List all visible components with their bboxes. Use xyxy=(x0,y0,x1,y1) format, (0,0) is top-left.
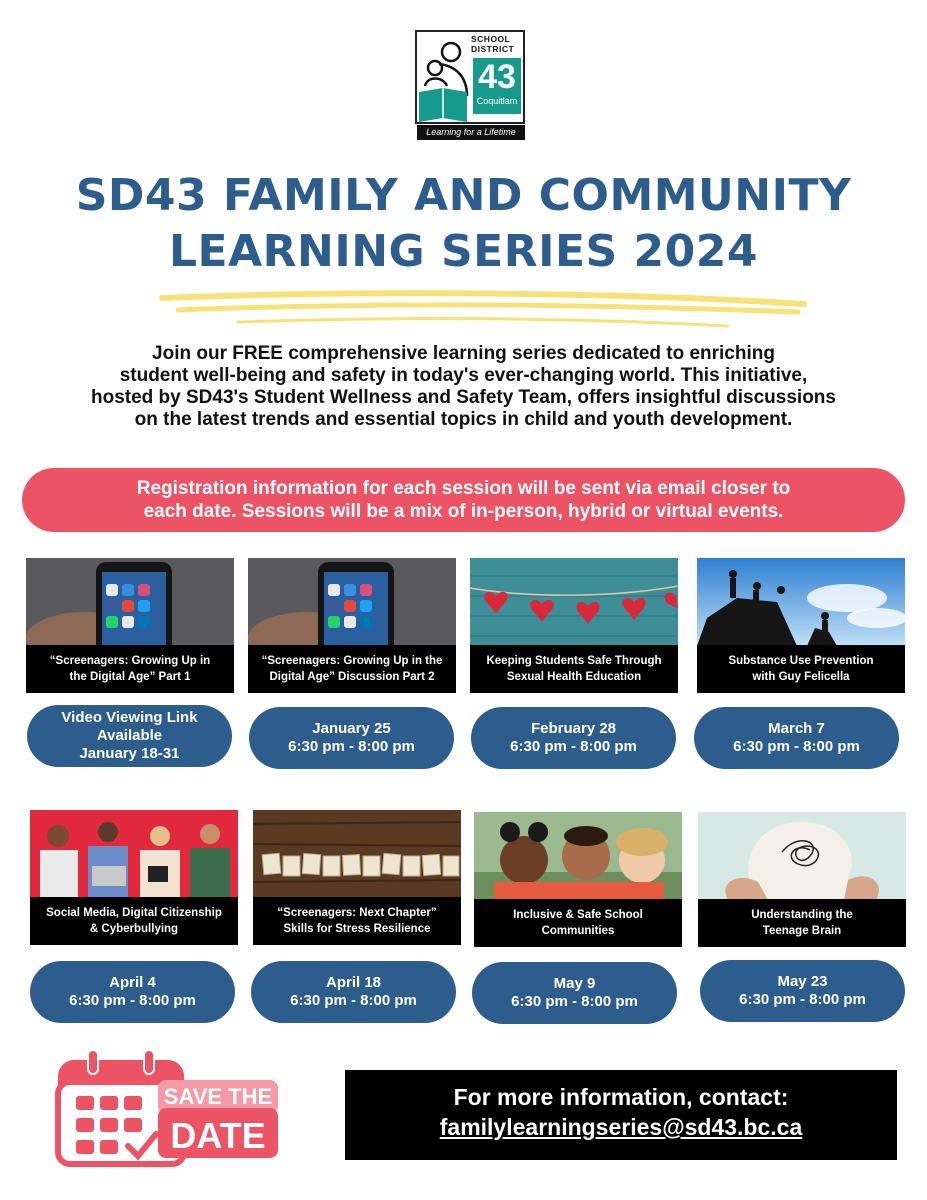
date-line: January 18-31 xyxy=(79,745,180,762)
session-date-pill xyxy=(249,707,454,769)
climbers-silhouette-image xyxy=(697,558,905,646)
session-title xyxy=(474,899,682,947)
registration-banner xyxy=(22,468,905,532)
save-the-date-graphic xyxy=(52,1050,282,1168)
session-title-line: & Cyberbullying xyxy=(89,923,179,935)
page-title xyxy=(60,168,867,280)
logo-number-block xyxy=(473,58,521,114)
session-card[interactable] xyxy=(30,810,238,945)
intro-line: Join our FREE comprehensive learning series dedicated to enriching xyxy=(152,343,775,364)
logo-number: 43 xyxy=(478,58,516,96)
date-line: April 4 xyxy=(109,974,156,991)
date-line: 6:30 pm - 8:00 pm xyxy=(510,738,637,755)
session-card[interactable] xyxy=(253,810,461,945)
title-line-2: LEARNING SERIES 2024 xyxy=(168,226,758,277)
session-card[interactable] xyxy=(698,812,906,947)
logo-school-district-text: SCHOOL DISTRICT xyxy=(471,34,515,54)
logo-city: Coquitlam xyxy=(476,96,518,106)
session-date-pill xyxy=(30,961,235,1023)
logo-tagline: Learning for a Lifetime xyxy=(417,125,525,140)
teens-devices-image xyxy=(30,810,238,898)
head-tangle-image xyxy=(698,812,906,900)
smartphone-image xyxy=(26,558,234,646)
session-title-line: Communities xyxy=(541,925,615,937)
date-line: April 18 xyxy=(325,974,382,991)
session-title xyxy=(248,645,456,693)
intro-line: student well-being and safety in today's ever-changing world. This initiative, xyxy=(119,365,808,386)
session-card[interactable] xyxy=(474,812,682,947)
calendar-ring-icon xyxy=(88,1050,98,1074)
session-title-line: with Guy Felicella xyxy=(752,671,850,683)
contact-email-link[interactable]: familylearningseries@sd43.bc.ca xyxy=(439,1114,803,1140)
date-line: 6:30 pm - 8:00 pm xyxy=(69,992,196,1009)
date-line: January 25 xyxy=(312,720,391,737)
session-title xyxy=(698,899,906,947)
session-title-line: Keeping Students Safe Through xyxy=(486,655,662,667)
session-title-line: “Screenagers: Next Chapter” xyxy=(277,907,437,919)
date-line: 6:30 pm - 8:00 pm xyxy=(290,992,417,1009)
banner-line: each date. Sessions will be a mix of in-person, hybrid or virtual events. xyxy=(143,501,784,522)
intro-paragraph xyxy=(40,343,887,431)
title-underline-swash xyxy=(158,288,808,330)
session-date-pill xyxy=(27,705,232,767)
session-card[interactable] xyxy=(248,558,456,693)
session-title-line: Inclusive & Safe School xyxy=(513,909,643,921)
paper-hearts-image xyxy=(470,558,678,646)
session-date-pill xyxy=(700,960,905,1022)
resilience-tiles-image xyxy=(253,810,461,898)
date-line: March 7 xyxy=(768,720,825,737)
date-line: Available xyxy=(96,727,163,744)
session-title xyxy=(253,897,461,945)
date-line: May 23 xyxy=(777,973,828,990)
session-card[interactable] xyxy=(697,558,905,693)
contact-heading: For more information, contact: xyxy=(453,1084,789,1110)
session-title xyxy=(30,897,238,945)
date-line: 6:30 pm - 8:00 pm xyxy=(733,738,860,755)
session-title-line: Skills for Stress Resilience xyxy=(283,923,431,935)
session-title-line: “Screenagers: Growing Up in xyxy=(49,655,211,667)
session-title-line: Digital Age” Discussion Part 2 xyxy=(269,671,435,683)
session-title-line: Substance Use Prevention xyxy=(728,655,874,667)
date-line: 6:30 pm - 8:00 pm xyxy=(288,738,415,755)
banner-line: Registration information for each session will be sent via email closer to xyxy=(136,478,791,499)
session-card[interactable] xyxy=(26,558,234,693)
save-the-date-line1: SAVE THE xyxy=(163,1084,273,1109)
session-title-line: Sexual Health Education xyxy=(506,671,642,683)
session-title-line: Teenage Brain xyxy=(762,925,842,937)
session-title-line: Social Media, Digital Citizenship xyxy=(46,907,222,919)
title-line-1: SD43 FAMILY AND COMMUNITY xyxy=(75,170,852,221)
smartphone-image xyxy=(248,558,456,646)
session-title xyxy=(26,645,234,693)
session-date-pill xyxy=(471,707,676,769)
session-title-line: the Digital Age” Part 1 xyxy=(69,671,191,683)
session-title xyxy=(697,645,905,693)
session-date-pill xyxy=(251,961,456,1023)
date-line: May 9 xyxy=(553,975,596,992)
intro-line: on the latest trends and essential topics in child and youth development. xyxy=(134,409,793,430)
date-line: 6:30 pm - 8:00 pm xyxy=(511,993,638,1010)
date-line: February 28 xyxy=(530,720,617,737)
contact-box xyxy=(345,1070,897,1160)
family-reading-icon xyxy=(417,38,473,124)
session-title-line: “Screenagers: Growing Up in the xyxy=(261,655,443,667)
save-the-date-line2: DATE xyxy=(170,1115,266,1156)
session-date-pill xyxy=(694,707,899,769)
smiling-children-image xyxy=(474,812,682,900)
school-district-logo xyxy=(415,30,525,142)
intro-line: hosted by SD43's Student Wellness and Safety Team, offers insightful discussions xyxy=(91,387,836,408)
date-line: Video Viewing Link xyxy=(61,709,198,726)
session-title-line: Understanding the xyxy=(751,909,853,921)
session-title xyxy=(470,645,678,693)
session-date-pill xyxy=(472,962,677,1024)
calendar-ring-icon xyxy=(144,1050,154,1074)
session-card[interactable] xyxy=(470,558,678,693)
date-line: 6:30 pm - 8:00 pm xyxy=(739,991,866,1008)
